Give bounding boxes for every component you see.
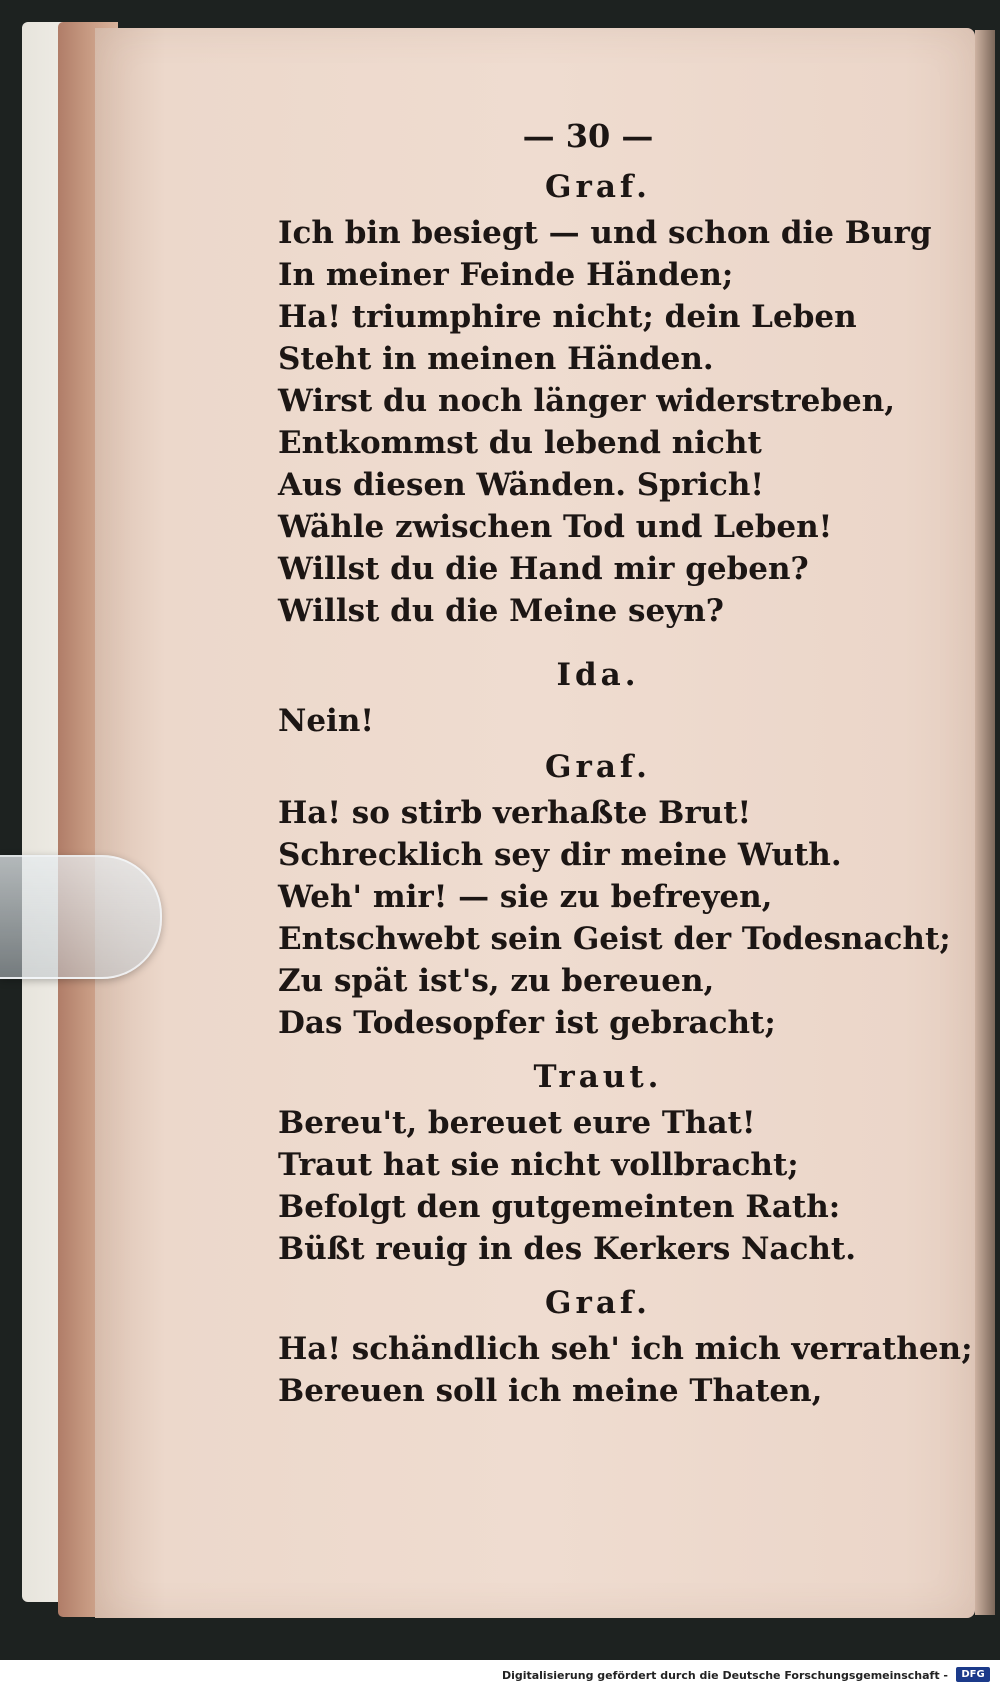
speaker-heading: Graf. bbox=[545, 1285, 651, 1321]
page-text bbox=[278, 110, 973, 1412]
spacer bbox=[278, 632, 918, 650]
verse-line: Ha! so stirb verhaßte Brut! bbox=[278, 795, 752, 831]
verse-line: Bereu't, bereuet eure That! bbox=[278, 1105, 756, 1141]
verse-line: Befolgt den gutgemeinten Rath: bbox=[278, 1189, 841, 1225]
page-number: — 30 — bbox=[522, 117, 654, 155]
dialogue-block bbox=[278, 1052, 918, 1270]
verse-line: Wähle zwischen Tod und Leben! bbox=[278, 509, 833, 545]
book-gutter bbox=[975, 30, 995, 1615]
verse-line: Aus diesen Wänden. Sprich! bbox=[278, 467, 764, 503]
verse-line: Ha! schändlich seh' ich mich verrathen; bbox=[278, 1331, 973, 1367]
funding-credit: Digitalisierung gefördert durch die Deutsche Forschungsgemeinschaft - bbox=[501, 1669, 948, 1682]
speaker-heading: Graf. bbox=[545, 169, 651, 205]
speaker-heading: Ida. bbox=[556, 657, 640, 693]
page-holder-clip bbox=[0, 855, 162, 979]
verse-line: Entschwebt sein Geist der Todesnacht; bbox=[278, 921, 951, 957]
verse-line: In meiner Feinde Händen; bbox=[278, 257, 734, 293]
verse-line: Ha! triumphire nicht; dein Leben bbox=[278, 299, 857, 335]
dialogue-block bbox=[278, 742, 951, 1044]
verse-line: Willst du die Hand mir geben? bbox=[278, 551, 809, 587]
spacer bbox=[278, 1044, 918, 1052]
verse-line: Bereuen soll ich meine Thaten, bbox=[278, 1373, 823, 1409]
verse-line: Schrecklich sey dir meine Wuth. bbox=[278, 837, 842, 873]
dfg-logo: DFG bbox=[956, 1667, 990, 1682]
verse-line: Zu spät ist's, zu bereuen, bbox=[278, 963, 715, 999]
speaker-heading: Traut. bbox=[533, 1059, 663, 1095]
verse-line: Traut hat sie nicht vollbracht; bbox=[278, 1147, 799, 1183]
dialogue-block bbox=[278, 650, 918, 742]
verse-line: Büßt reuig in des Kerkers Nacht. bbox=[278, 1231, 857, 1267]
verse-line: Wirst du noch länger widerstreben, bbox=[278, 383, 896, 419]
verse-line: Steht in meinen Händen. bbox=[278, 341, 714, 377]
dialogue-block bbox=[278, 162, 932, 632]
verse-line: Nein! bbox=[278, 703, 374, 739]
speaker-heading: Graf. bbox=[545, 749, 651, 785]
verse-line: Weh' mir! — sie zu befreyen, bbox=[278, 879, 773, 915]
verse-line: Willst du die Meine seyn? bbox=[278, 593, 724, 629]
spacer bbox=[278, 1270, 918, 1278]
dialogue-block bbox=[278, 1278, 973, 1412]
verse-line: Das Todesopfer ist gebracht; bbox=[278, 1005, 776, 1041]
verse-line: Entkommst du lebend nicht bbox=[278, 425, 762, 461]
verse-line: Ich bin besiegt — und schon die Burg bbox=[278, 215, 932, 251]
